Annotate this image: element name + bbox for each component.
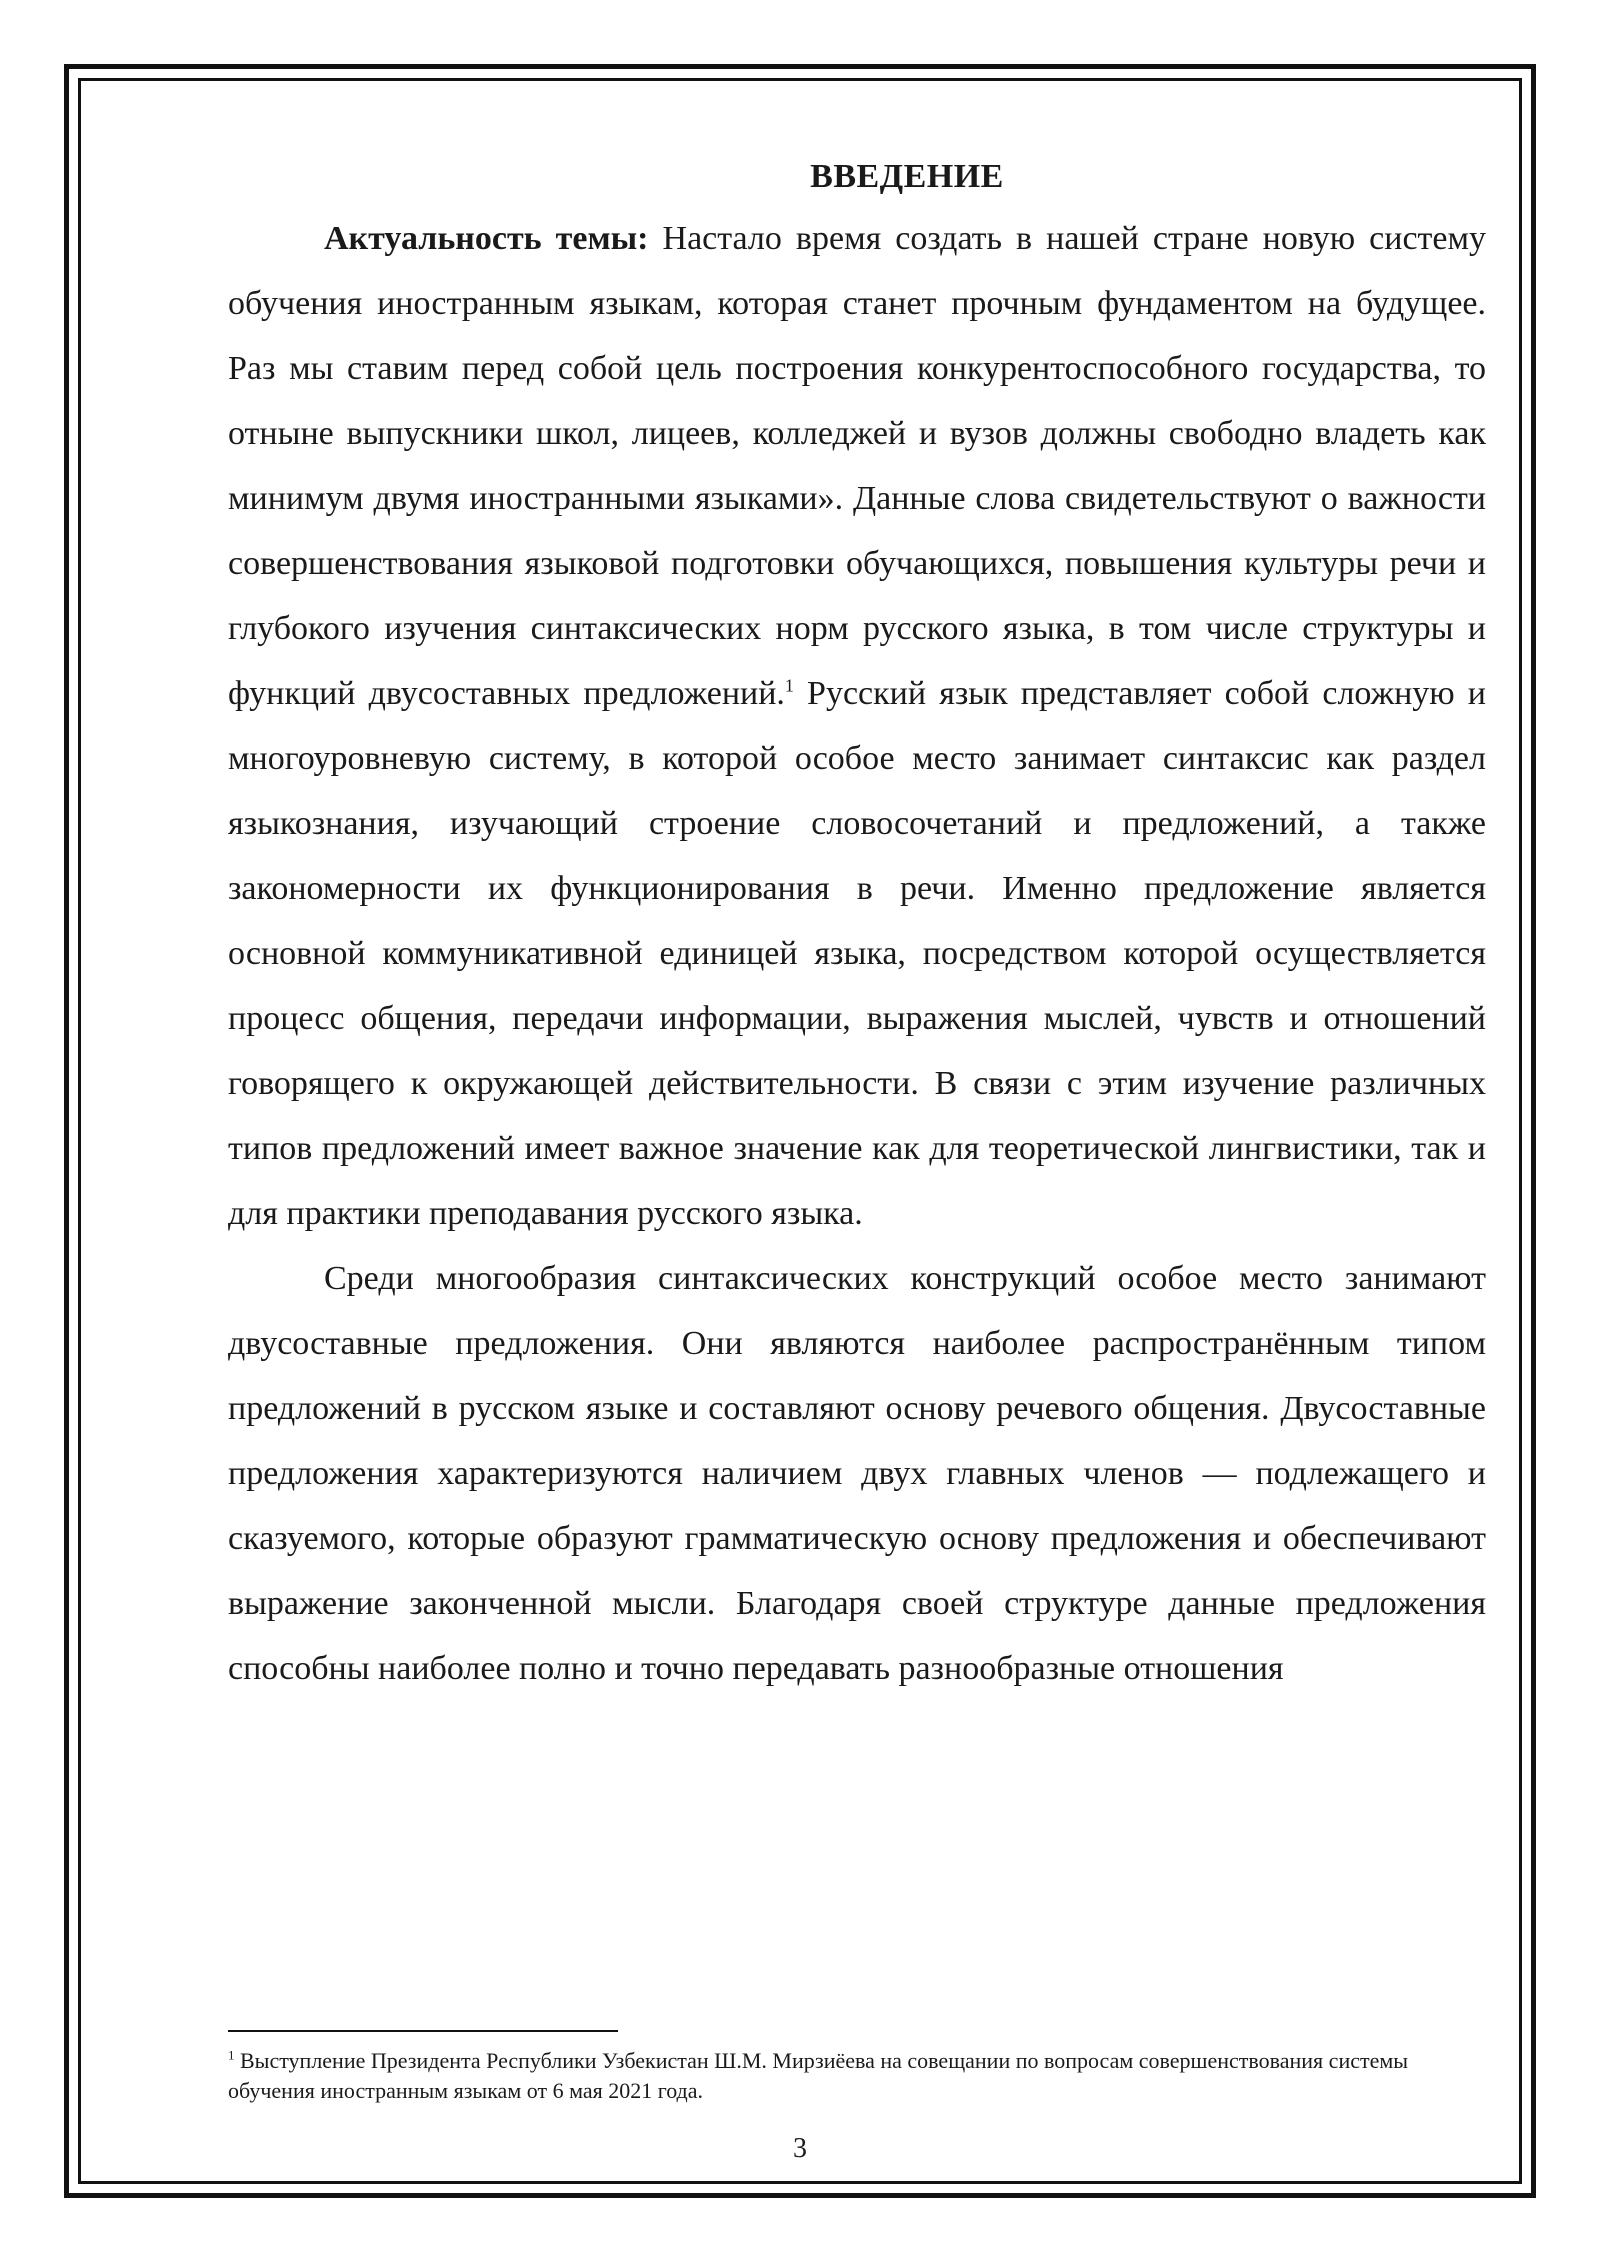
- footnote-number: 1: [228, 2047, 235, 2063]
- page-body: [228, 148, 1486, 1701]
- paragraph-text-part1: Настало время создать в нашей стране новую систему обучения иностранным языкам, которая станет прочным фундаментом на будущее. Раз мы ставим перед собой цель построения конкурентоспособного государства, то отныне выпускники школ, лицеев, колледжей и вузов должны свободно владеть как минимум двумя иностранными языками». Данные слова свидетельствуют о важности совершенствования языковой подготовки обучающихся, повышения культуры речи и глубокого изучения синтаксических норм русского языка, в том числе структуры и функций двусоставных предложений.: [228, 220, 1487, 712]
- footnote-text: Выступление Президента Республики Узбекистан Ш.М. Мирзиёева на совещании по вопросам совершенствования системы обучения иностранным языкам от 6 мая 2021 года.: [228, 2048, 1409, 2103]
- paragraph-relevance: [228, 206, 1486, 1246]
- paragraph-lead: Актуальность темы:: [324, 220, 649, 257]
- footnote-separator: [228, 2030, 618, 2032]
- footnote-reference[interactable]: 1: [784, 675, 794, 696]
- page-number: 3: [793, 2133, 807, 2164]
- section-heading: ВВЕДЕНИЕ: [810, 158, 1004, 195]
- paragraph-two-part-sentences: Среди многообразия синтаксических конструкций особое место занимают двусоставные предложения. Они являются наиболее распространённым типом предложений в русском языке и составляют основу речевого общения. Двусоставные предложения характеризуются наличием двух главных членов — подлежащего и сказуемого, которые образуют грамматическую основу предложения и обеспечивают выражение законченной мысли. Благодаря своей структуре данные предложения способны наиболее полно и точно передавать разнообразные отношения: [228, 1260, 1486, 1687]
- footnote: [228, 2046, 1486, 2106]
- paragraph-text-part2: Русский язык представляет собой сложную и многоуровневую систему, в которой особое место занимает синтаксис как раздел языкознания, изучающий строение словосочетаний и предложений, а также закономерности их функционирования в речи. Именно предложение является основной коммуникативной единицей языка, посредством которой осуществляется процесс общения, передачи информации, выражения мыслей, чувств и отношений говорящего к окружающей действительности. В связи с этим изучение различных типов предложений имеет важное значение как для теоретической лингвистики, так и для практики преподавания русского языка.: [228, 675, 1487, 1232]
